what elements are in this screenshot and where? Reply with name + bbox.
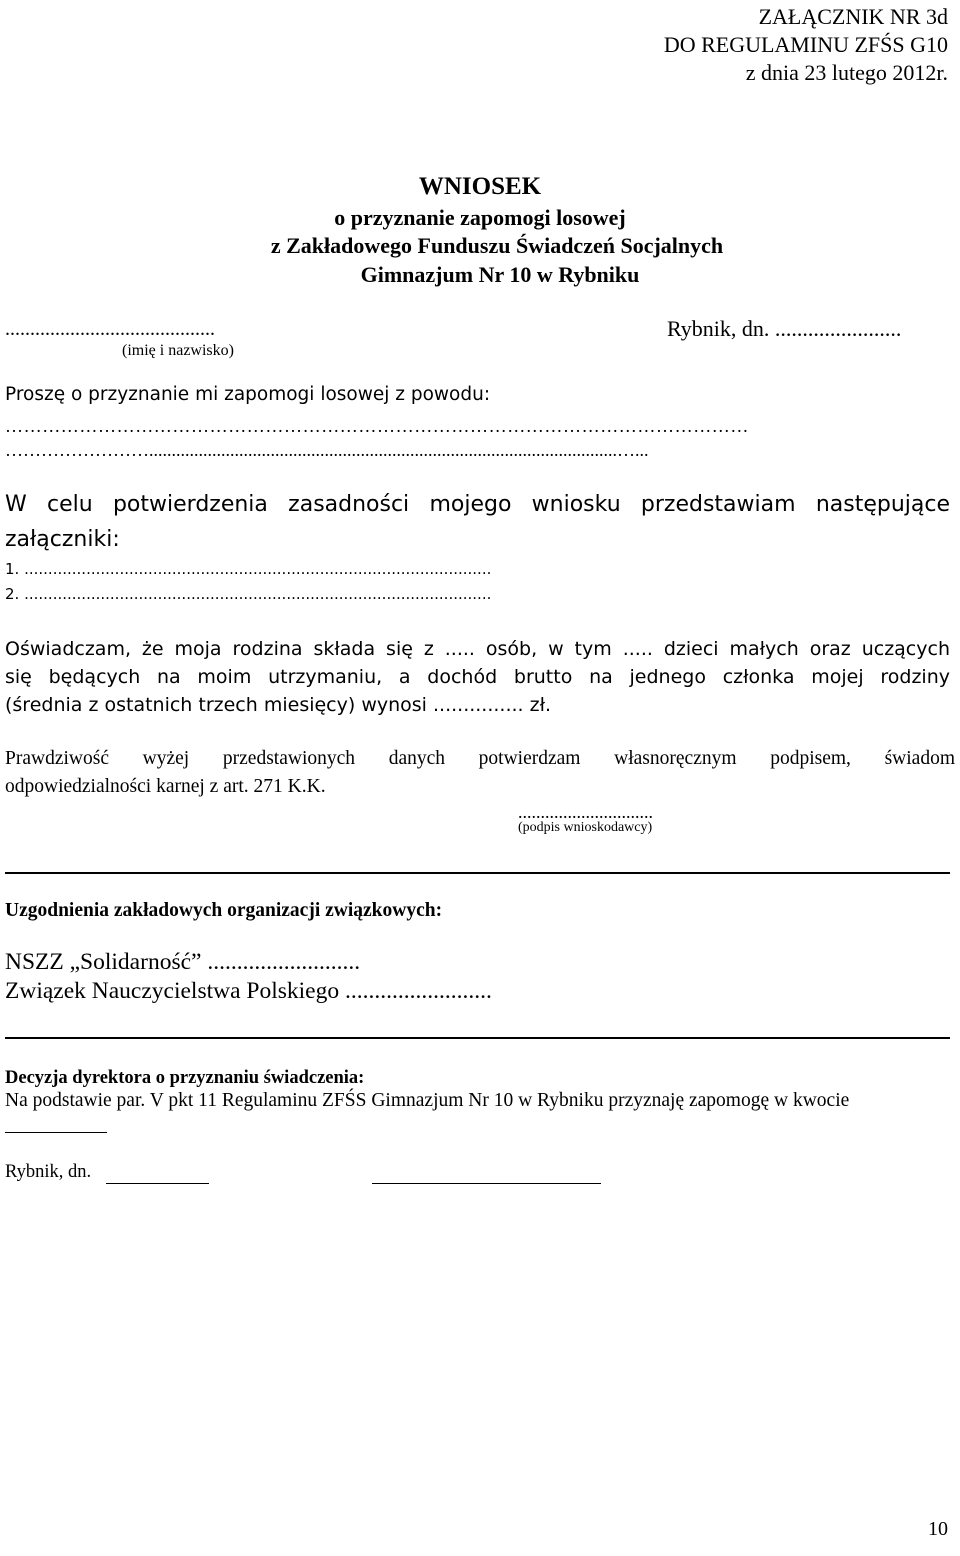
regulation-reference: DO REGULAMINU ZFŚS G10 bbox=[663, 32, 948, 57]
attachment-item-1[interactable]: 1. .................................................................................................. bbox=[5, 560, 492, 578]
document-subtitle-3: Gimnazjum Nr 10 w Rybniku bbox=[360, 262, 640, 287]
annex-number: ZAŁĄCZNIK NR 3d bbox=[758, 4, 948, 29]
attachment-item-2[interactable]: 2. .................................................................................................. bbox=[5, 585, 492, 603]
decision-text: Na podstawie par. V pkt 11 Regulaminu ZFŚS Gimnazjum Nr 10 w Rybniku przyznaję zapomogę w kwocie bbox=[5, 1090, 850, 1111]
reason-line-2[interactable]: ……………………........................................................................................................…... bbox=[5, 440, 649, 460]
section-divider-1 bbox=[5, 872, 950, 874]
applicant-signature-field[interactable]: .............................. bbox=[518, 802, 653, 822]
applicant-name-field[interactable]: .......................................... bbox=[5, 318, 215, 340]
declaration-line-3: (średnia z ostatnich trzech miesięcy) wynosi ............... zł. bbox=[5, 694, 552, 716]
truth-statement-line-1: Prawdziwość wyżej przedstawionych danych potwierdzam własnoręcznym podpisem, świadom bbox=[5, 748, 955, 769]
unions-heading: Uzgodnienia zakładowych organizacji związkowych: bbox=[5, 900, 443, 921]
reason-line-1[interactable]: ………………………………………………………………………………………………………… bbox=[5, 416, 749, 436]
amount-blank-line[interactable] bbox=[5, 1132, 107, 1133]
attachments-intro-2: załączniki: bbox=[5, 527, 120, 552]
director-signature-blank-line[interactable] bbox=[372, 1183, 601, 1184]
declaration-line-1: Oświadczam, że moja rodzina składa się z ..... osób, w tym ..... dzieci małych oraz uczących bbox=[5, 638, 950, 660]
decision-heading: Decyzja dyrektora o przyznaniu świadczenia: bbox=[5, 1068, 365, 1088]
reason-label: Proszę o przyznanie mi zapomogi losowej z powodu: bbox=[5, 384, 491, 405]
attachments-intro: W celu potwierdzenia zasadności mojego wniosku przedstawiam następujące bbox=[5, 492, 950, 517]
truth-statement-line-2: odpowiedzialności karnej z art. 271 K.K. bbox=[5, 776, 326, 797]
document-subtitle-1: o przyznanie zapomogi losowej bbox=[334, 205, 626, 230]
document-title: WNIOSEK bbox=[418, 173, 542, 200]
decision-place-date: Rybnik, dn. bbox=[5, 1162, 92, 1182]
document-subtitle-2: z Zakładowego Funduszu Świadczeń Socjalnych bbox=[270, 233, 724, 258]
signature-caption: (podpis wnioskodawcy) bbox=[518, 820, 653, 835]
section-divider-2 bbox=[5, 1037, 950, 1039]
page-number: 10 bbox=[928, 1518, 948, 1540]
declaration-line-2: się będących na moim utrzymaniu, a dochód brutto na jednego członka mojej rodziny bbox=[5, 666, 950, 688]
union-solidarnosc[interactable]: NSZZ „Solidarność” .......................... bbox=[5, 949, 361, 975]
regulation-date: z dnia 23 lutego 2012r. bbox=[745, 60, 948, 85]
applicant-name-caption: (imię i nazwisko) bbox=[122, 342, 234, 359]
union-znp[interactable]: Związek Nauczycielstwa Polskiego ......................... bbox=[5, 978, 492, 1004]
place-date-field[interactable]: Rybnik, dn. ....................... bbox=[667, 316, 902, 341]
decision-date-blank-line[interactable] bbox=[106, 1183, 209, 1184]
